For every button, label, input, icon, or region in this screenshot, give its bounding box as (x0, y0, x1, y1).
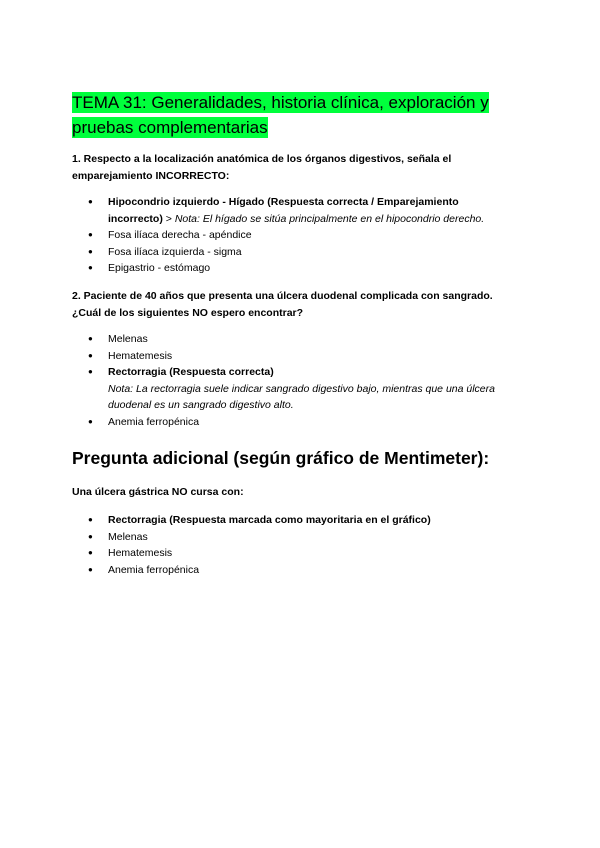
question-2-option-4: ● Anemia ferropénica (72, 414, 532, 431)
question-2-options (72, 331, 532, 430)
page-title-highlight: TEMA 31: Generalidades, historia clínica, exploración y pruebas complementarias (72, 93, 489, 137)
question-2 (72, 288, 532, 322)
question-1-option-2: ● Fosa ilíaca derecha - apéndice (72, 227, 532, 244)
question-2-option-1: ● Melenas (72, 331, 532, 348)
question-3-options (72, 512, 532, 578)
question-1-line-1: 1. Respecto a la localización anatómica de los órganos digestivos, señala el (72, 153, 452, 165)
question-3: Una úlcera gástrica NO cursa con: (72, 486, 244, 498)
question-3-option-3: ● Hematemesis (72, 545, 532, 562)
question-1-option-1: ● Hipocondrio izquierdo - Hígado (Respuesta correcta / Emparejamiento incorrecto) > Nota: El hígado se sitúa principalmente en el hipocondrio derecho. (72, 194, 532, 227)
question-1-line-2: emparejamiento INCORRECTO: (72, 170, 230, 182)
page-title (72, 90, 532, 140)
question-3-option-2: ● Melenas (72, 529, 532, 546)
question-1-option-3: ● Fosa ilíaca izquierda - sigma (72, 244, 532, 261)
question-2-line-1: 2. Paciente de 40 años que presenta una úlcera duodenal complicada con sangrado. (72, 290, 493, 302)
section-heading: Pregunta adicional (según gráfico de Mentimeter): (72, 448, 490, 468)
question-1 (72, 151, 532, 185)
question-3-option-1: ● Rectorragia (Respuesta marcada como mayoritaria en el gráfico) (72, 512, 532, 529)
question-1-options (72, 194, 532, 277)
question-2-line-2: ¿Cuál de los siguientes NO espero encontrar? (72, 307, 304, 319)
question-3-option-4: ● Anemia ferropénica (72, 562, 532, 579)
question-1-option-4: ● Epigastrio - estómago (72, 260, 532, 277)
question-2-option-2: ● Hematemesis (72, 348, 532, 365)
question-2-option-3: ● Rectorragia (Respuesta correcta) Nota: La rectorragia suele indicar sangrado digestivo bajo, mientras que una úlcera duodenal es un sangrado digestivo alto. (72, 364, 532, 414)
